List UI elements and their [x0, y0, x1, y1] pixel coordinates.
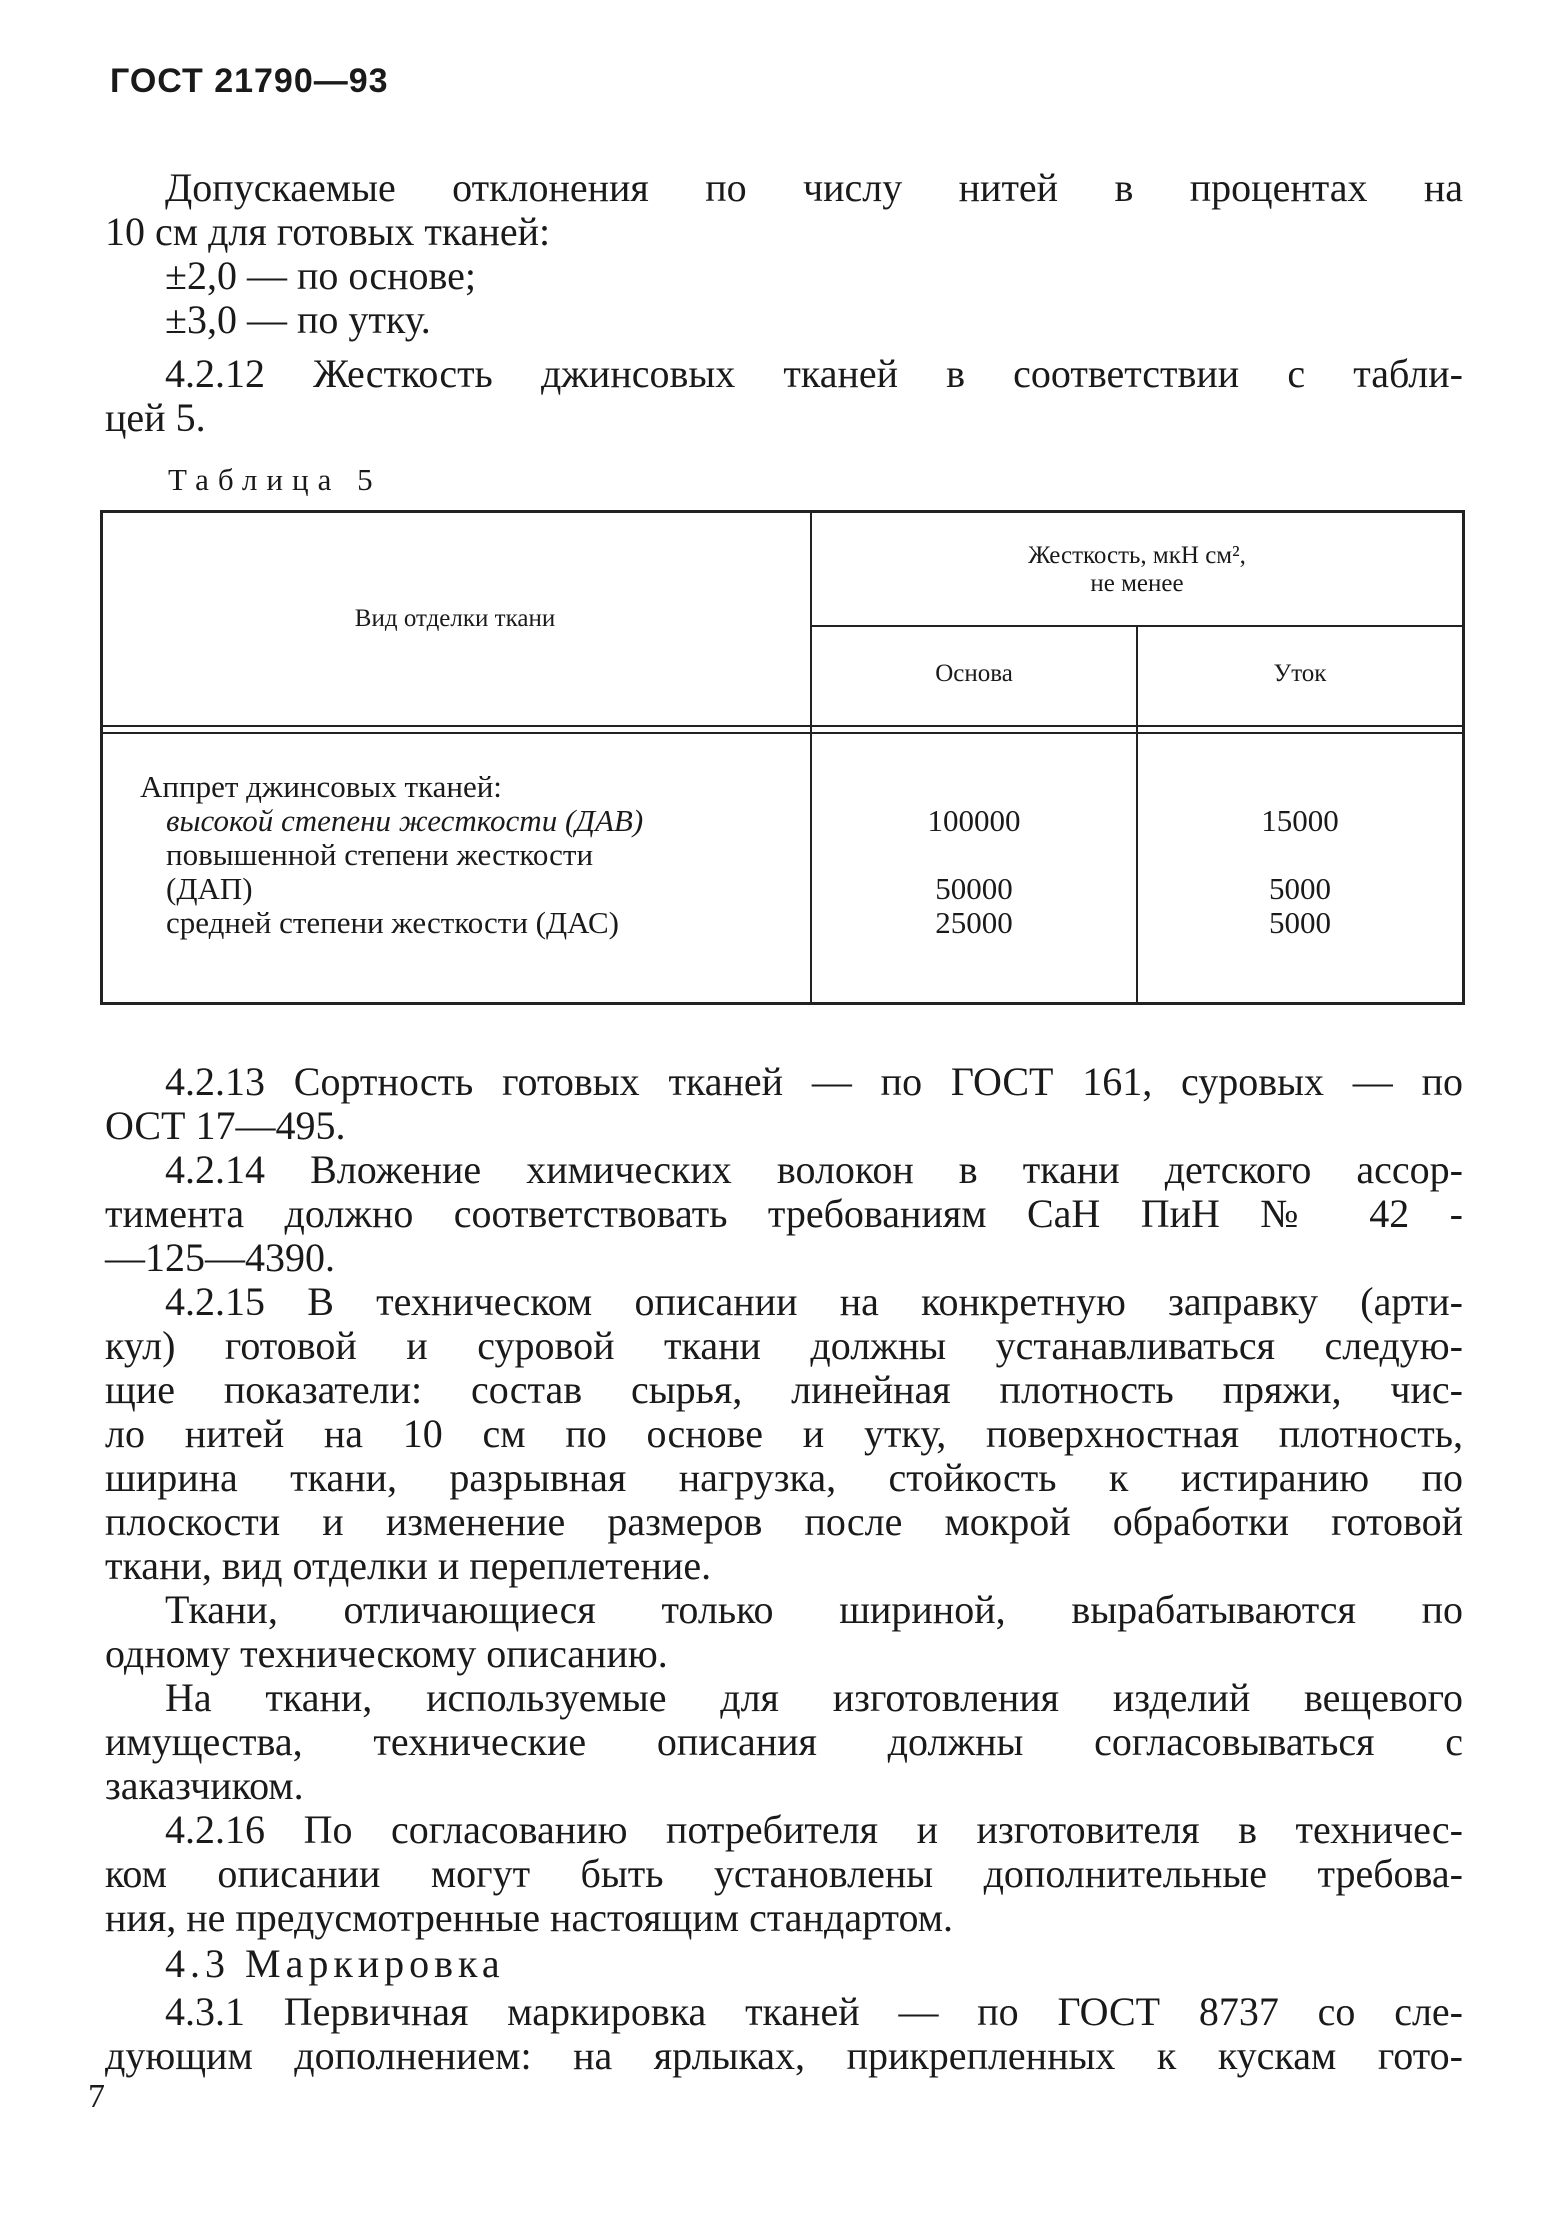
- paragraph-line: 10 см для готовых тканей:: [105, 209, 551, 254]
- paragraph-line: ло нитей на 10 см по основе и утку, поверхностная плотность,: [105, 1411, 1463, 1456]
- paragraph-line: ком описании могут быть установлены дополнительные требова-: [105, 1851, 1463, 1896]
- paragraph-line: заказчиком.: [105, 1763, 304, 1808]
- col-header-stiffness: Жесткость, мкН см², не менее: [1028, 542, 1246, 597]
- paragraph-line: кул) готовой и суровой ткани должны устанавливаться следую-: [105, 1323, 1463, 1368]
- table-row-label: (ДАП): [166, 871, 253, 906]
- paragraph-line: щие показатели: состав сырья, линейная плотность пряжи, чис-: [105, 1367, 1463, 1412]
- paragraph-line: ±3,0 — по утку.: [165, 297, 431, 342]
- paragraph-line: дующим дополнением: на ярлыках, прикрепленных к кускам гото-: [105, 2033, 1463, 2078]
- paragraph-line: Ткани, отличающиеся только шириной, вырабатываются по: [165, 1587, 1463, 1632]
- col-header-osnova: Основа: [935, 660, 1013, 687]
- table-caption: Таблица 5: [168, 462, 382, 497]
- paragraph-line: плоскости и изменение размеров после мокрой обработки готовой: [105, 1499, 1463, 1544]
- stiffness-table: [100, 510, 1465, 1005]
- table-cell: 5000: [1269, 871, 1331, 906]
- table-row-label: Аппрет джинсовых тканей:: [140, 769, 502, 804]
- col-header-finish-type: Вид отделки ткани: [354, 605, 556, 632]
- col-header-utok: Уток: [1273, 660, 1327, 687]
- row-label: [140, 770, 790, 940]
- paragraph-line: 4.2.13 Сортность готовых тканей — по ГОСТ 161, суровых — по: [165, 1059, 1463, 1104]
- paragraph-line: цей 5.: [105, 395, 206, 440]
- paragraph-line: ±2,0 — по основе;: [165, 253, 477, 298]
- table-cell: 100000: [927, 803, 1021, 838]
- paragraph-line: Допускаемые отклонения по числу нитей в процентах на: [165, 165, 1463, 210]
- paragraph-line: тимента должно соответствовать требованиям СаН ПиН № 42 -: [105, 1191, 1463, 1236]
- paragraph-line: 4.2.15 В техническом описании на конкретную заправку (арти-: [165, 1279, 1463, 1324]
- table-cell: 25000: [935, 905, 1013, 940]
- table-row-label: повышенной степени жесткости: [166, 837, 594, 872]
- paragraph-line: —125—4390.: [105, 1235, 335, 1280]
- table-row-label: средней степени жесткости (ДАС): [166, 905, 619, 940]
- paragraph-line: 4.3.1 Первичная маркировка тканей — по ГОСТ 8737 со сле-: [165, 1989, 1463, 2034]
- paragraph-line: ткани, вид отделки и переплетение.: [105, 1543, 712, 1588]
- paragraph-line: 4.2.16 По согласованию потребителя и изготовителя в техничес-: [165, 1807, 1463, 1852]
- osnova-values: [812, 804, 1136, 940]
- table-row-label: высокой степени жесткости (ДАВ): [166, 803, 644, 838]
- paragraph-line: имущества, технические описания должны согласовываться с: [105, 1719, 1463, 1764]
- table-cell: 15000: [1261, 803, 1339, 838]
- table-cell: 5000: [1269, 905, 1331, 940]
- paragraph-line: ОСТ 17—495.: [105, 1103, 346, 1148]
- section-heading: 4.3 Маркировка: [165, 1941, 505, 1986]
- paragraph-line: ния, не предусмотренные настоящим стандартом.: [105, 1895, 954, 1940]
- utok-values: [1138, 804, 1462, 940]
- paragraph-line: 4.2.14 Вложение химических волокон в ткани детского ассор-: [165, 1147, 1463, 1192]
- document-header: ГОСТ 21790—93: [110, 62, 389, 100]
- paragraph-line: ширина ткани, разрывная нагрузка, стойкость к истиранию по: [105, 1455, 1463, 1500]
- paragraph-line: одному техническому описанию.: [105, 1631, 668, 1676]
- paragraph-line: На ткани, используемые для изготовления изделий вещевого: [165, 1675, 1463, 1720]
- paragraph-line: 4.2.12 Жесткость джинсовых тканей в соответствии с табли-: [165, 351, 1463, 396]
- page-number: 7: [88, 2078, 105, 2115]
- table-cell: 50000: [935, 871, 1013, 906]
